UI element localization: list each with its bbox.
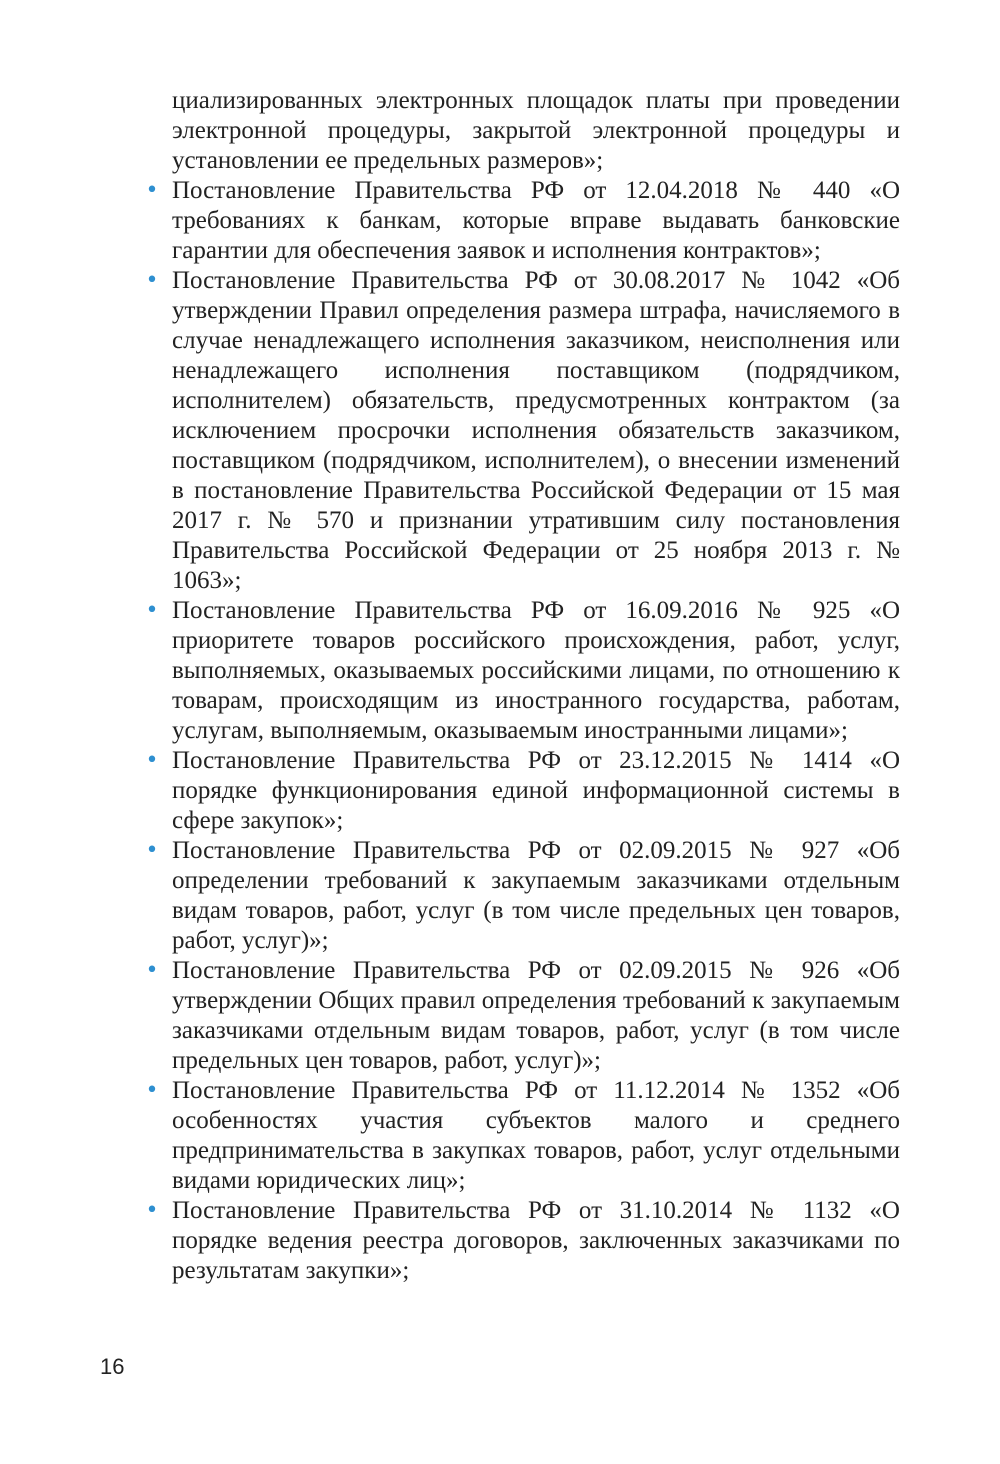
- list-item: [140, 1076, 900, 1196]
- bullet-dot-icon: •: [145, 748, 159, 773]
- bullet-dot-icon: •: [145, 178, 159, 203]
- list-item-text: Постановление Правительства РФ от 23.12.2015 № 1414 «О порядке функционирования единой информационной системы в сфере закупок»;: [172, 747, 900, 834]
- bullet-dot-icon: •: [145, 268, 159, 293]
- list-item-text: Постановление Правительства РФ от 30.08.2017 № 1042 «Об утверждении Правил определения размера штрафа, начисляемого в случае ненадлежащего исполнения заказчиком, неисполнения или ненадлежащего исполнения поставщиком (подрядчиком, исполнителем) обязательств, предусмотренных контрактом (за исключением просрочки исполнения обязательств заказчиком, поставщиком (подрядчиком, исполнителем), о внесении изменений в постановление Правительства Российской Федерации от 15 мая 2017 г. № 570 и признании утратившим силу постановления Правительства Российской Федерации от 25 ноября 2013 г. № 1063»;: [172, 267, 900, 594]
- list-item: [140, 1196, 900, 1286]
- list-item-text: Постановление Правительства РФ от 12.04.2018 № 440 «О требованиях к банкам, которые вправе выдавать банковские гарантии для обеспечения заявок и исполнения контрактов»;: [172, 177, 900, 264]
- page-body: [140, 86, 900, 1286]
- bullet-dot-icon: •: [145, 1078, 159, 1103]
- bullet-dot-icon: •: [145, 838, 159, 863]
- page-number: 16: [100, 1354, 125, 1379]
- list-item-text: Постановление Правительства РФ от 02.09.2015 № 927 «Об определении требований к закупаемым заказчиками отдельным видам товаров, работ, услуг (в том числе предельных цен товаров, работ, услуг)»;: [172, 837, 900, 954]
- list-item: [140, 596, 900, 746]
- bullet-dot-icon: •: [145, 598, 159, 623]
- list-item: [140, 266, 900, 596]
- list-item: [140, 176, 900, 266]
- list-item: [140, 836, 900, 956]
- regulation-list: [140, 176, 900, 1286]
- list-item-text: Постановление Правительства РФ от 31.10.2014 № 1132 «О порядке ведения реестра договоров, заключенных заказчиками по результатам закупки»;: [172, 1197, 900, 1284]
- list-item-text: Постановление Правительства РФ от 16.09.2016 № 925 «О приоритете товаров российского происхождения, работ, услуг, выполняемых, оказываемых российскими лицами, по отношению к товарам, происходящим из иностранного государства, работам, услугам, выполняемым, оказываемым иностранными лицами»;: [172, 597, 900, 744]
- list-item-text: Постановление Правительства РФ от 11.12.2014 № 1352 «Об особенностях участия субъектов малого и среднего предпринимательства в закупках товаров, работ, услуг отдельными видами юридических лиц»;: [172, 1077, 900, 1194]
- bullet-dot-icon: •: [145, 958, 159, 983]
- bullet-dot-icon: •: [145, 1198, 159, 1223]
- continuation-paragraph: циализированных электронных площадок платы при проведении электронной процедуры, закрытой электронной процедуры и установлении ее предельных размеров»;: [172, 87, 900, 174]
- list-item: [140, 746, 900, 836]
- list-item: [140, 956, 900, 1076]
- list-item-text: Постановление Правительства РФ от 02.09.2015 № 926 «Об утверждении Общих правил определения требований к закупаемым заказчиками отдельным видам товаров, работ, услуг (в том числе предельных цен товаров, работ, услуг)»;: [172, 957, 900, 1074]
